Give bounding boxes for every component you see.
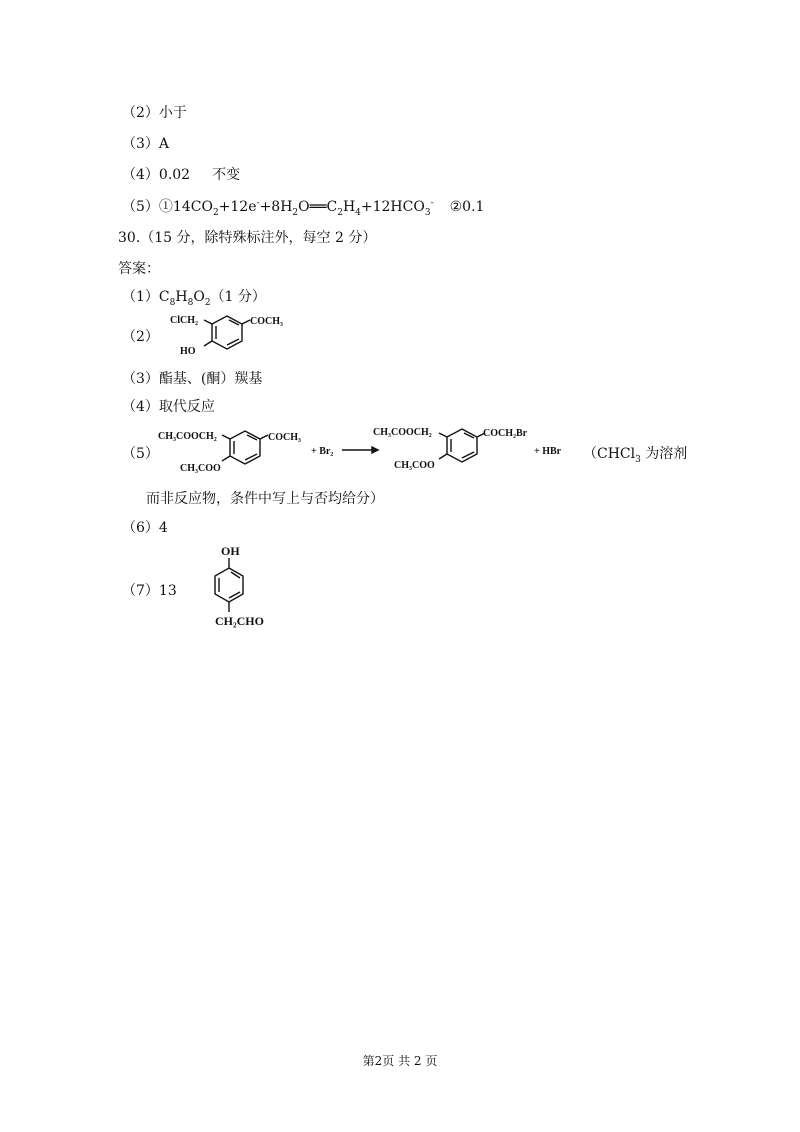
q29-item-5 — [122, 198, 484, 216]
item-number: （4） — [122, 399, 159, 415]
q30-item-5-note-continued: 而非反应物，条件中写上与否均给分） — [146, 491, 384, 507]
substituent-label: COCH₃ — [268, 432, 301, 443]
substituent-label: CH₃COOCH₂ — [158, 431, 217, 442]
item-number: （6） — [122, 520, 159, 536]
bond — [439, 454, 447, 459]
substituent-label: HO — [180, 346, 196, 357]
item-answer: 小于 — [158, 105, 187, 121]
item-answer: A — [158, 136, 170, 152]
product-structure — [373, 427, 528, 471]
substituent-label: CH₃COO — [180, 463, 221, 474]
structure-item-2 — [170, 310, 300, 360]
answer-label: 答案： — [118, 261, 160, 277]
reaction-equation — [158, 422, 578, 478]
substituent-label: CH₃COOCH₂ — [373, 427, 432, 438]
item-answer-value: 0.02 — [158, 167, 191, 183]
structure-item-7 — [205, 542, 295, 634]
item-answer-text: 不变 — [212, 167, 241, 183]
item-answer: 4 — [158, 520, 168, 536]
item-number: （3） — [122, 371, 159, 387]
double-bond — [229, 320, 239, 325]
item-number: （5） — [122, 199, 159, 215]
q30-header: 30.（15 分，除特殊标注外，每空 2 分） — [118, 230, 377, 246]
q29-item-2 — [122, 104, 187, 122]
q30-item-1 — [122, 288, 266, 306]
reactant-structure — [158, 431, 301, 474]
double-bond — [247, 435, 257, 440]
item-answer: 取代反应 — [158, 399, 215, 415]
q30-item-2-number: （2） — [122, 329, 159, 345]
item-number: （7） — [122, 583, 159, 599]
score-note: （1 分） — [210, 289, 266, 305]
q30-item-3 — [122, 370, 262, 388]
substituent-label: COCH₂Br — [483, 428, 528, 439]
q30-item-7 — [122, 582, 177, 600]
bond — [242, 320, 250, 324]
reagent-label: + Br₂ — [311, 446, 334, 457]
item-answer: 酯基、(酮）羰基 — [158, 371, 263, 387]
item-answer: 13 — [158, 583, 177, 599]
double-bond — [464, 433, 474, 438]
bond — [439, 433, 447, 437]
substituent-label: COCH₃ — [250, 316, 283, 327]
item-number: （3） — [122, 136, 159, 152]
bond — [222, 435, 230, 439]
item-answer-2: ②0.1 — [449, 199, 485, 215]
q30-item-6 — [122, 519, 168, 537]
substituent-label: ClCH₂ — [170, 315, 198, 326]
substituent-label: CH₂CHO — [215, 614, 264, 628]
molecular-formula: $C_8H_8O_2$ — [158, 289, 211, 308]
substituent-label: CH₃COO — [394, 460, 435, 471]
substituent-label: OH — [221, 544, 240, 558]
item-number: （4） — [122, 167, 159, 183]
bond — [222, 456, 230, 461]
q30-item-5-note: （CHCl$_3$ 为溶剂 — [583, 446, 688, 465]
bond — [204, 320, 212, 324]
q29-item-3 — [122, 135, 169, 153]
bond — [260, 435, 268, 439]
q30-item-5-number: （5） — [122, 446, 159, 462]
item-number: （2） — [122, 105, 159, 121]
arrow-head — [372, 447, 378, 453]
q29-item-4 — [122, 166, 240, 184]
item-number: （1） — [122, 289, 159, 305]
q30-item-4 — [122, 398, 215, 416]
page-footer: 第2页 共 2 页 — [362, 1054, 438, 1068]
bond — [204, 341, 212, 346]
equation: $①14CO_2+12e^-+8H_2O══C_2H_4+12HCO_3^-$ — [158, 198, 434, 218]
byproduct-label: + HBr — [534, 446, 562, 457]
